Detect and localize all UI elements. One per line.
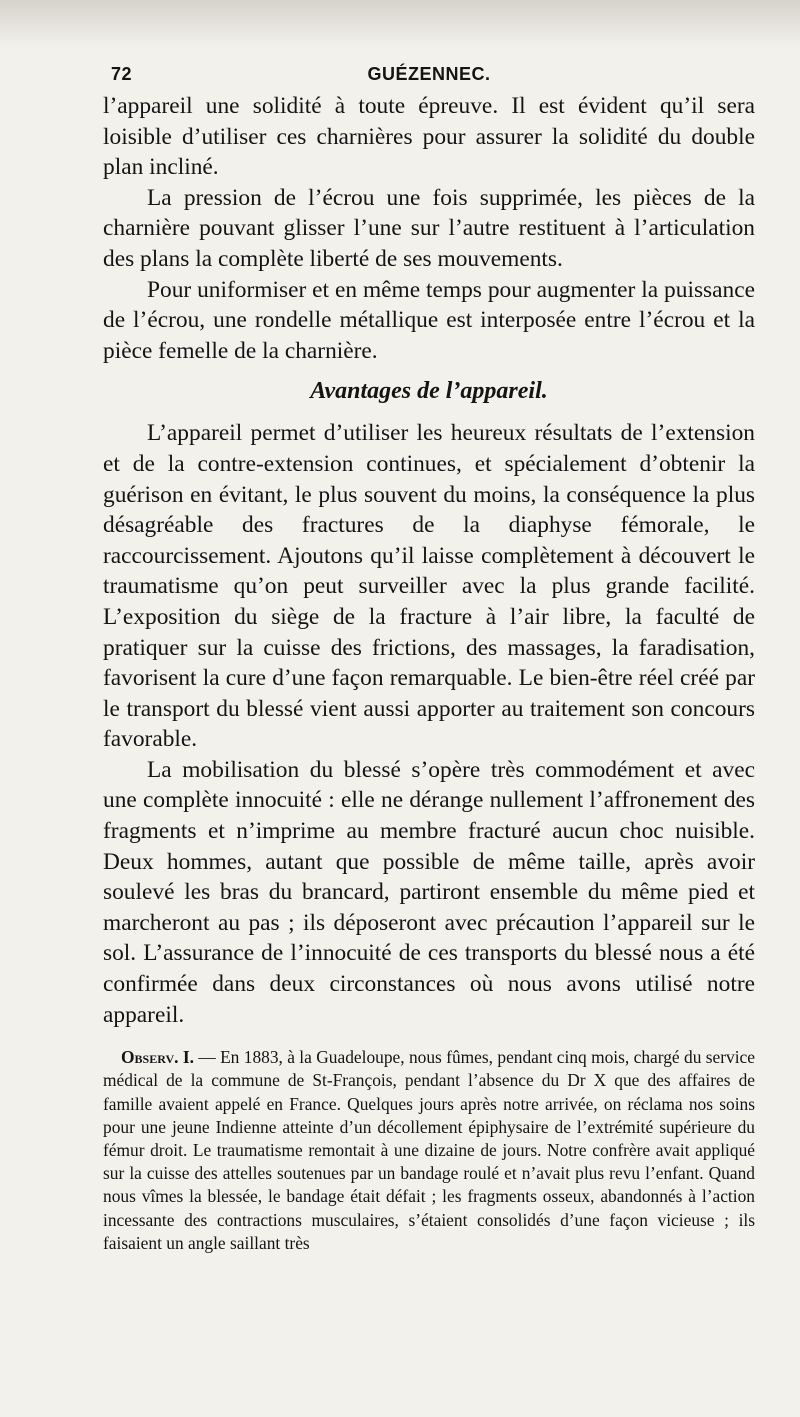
- observation-text: — En 1883, à la Guadeloupe, nous fûmes, pendant cinq mois, chargé du service médical de la commune de St-François, pendant l’absence du Dr X que des affaires de famille avaient appelé en France. Quelques jours après notre arrivée, on réclama nos soins pour une jeune Indienne atteinte d’un décollement épiphysaire de l’extrémité supérieure du fémur droit. Le traumatisme remontait à une dizaine de jours. Notre confrère avait appliqué sur la cuisse des attelles soutenues par un bandage roulé et n’avait plus revu l’enfant. Quand nous vîmes la blessée, le bandage était défait ; les fragments osseux, abandonnés à l’action incessante des contractions musculaires, s’étaient consolidés d’une façon vicieuse ; ils faisaient un angle saillant très: [103, 1047, 755, 1253]
- observation-note: [103, 1046, 755, 1255]
- page-number: 72: [111, 64, 133, 84]
- scan-edge-shadow: [0, 0, 800, 48]
- body-paragraph: La pression de l’écrou une fois supprimée, les pièces de la charnière pouvant glisser l’une sur l’autre restituent à l’articulation des plans la complète liberté de ses mouvements.: [103, 184, 755, 272]
- observation-label: Observ. I.: [121, 1047, 194, 1068]
- body-paragraph: l’appareil une solidité à toute épreuve. Il est évident qu’il sera loisible d’utiliser ces charnières pour assurer la solidité du double plan incliné.: [103, 93, 755, 181]
- section-paragraph: L’appareil permet d’utiliser les heureux résultats de l’extension et de la contre-extension continues, et spécialement d’obtenir la guérison en évitant, le plus souvent du moins, la conséquence la plus désagréable des fractures de la diaphyse fémorale, le raccourcissement. Ajoutons qu’il laisse complètement à découvert le traumatisme qu’on peut surveiller avec la plus grande facilité. L’exposition du siège de la fracture à l’air libre, la faculté de pratiquer sur la cuisse des frictions, des massages, la faradisation, favorisent la cure d’une façon remarquable. Le bien-être réel créé par le transport du blessé vient aussi apporter au traitement son concours favorable.: [103, 420, 755, 753]
- book-page: [103, 55, 755, 1255]
- section-heading: Avantages de l’appareil.: [310, 378, 548, 405]
- running-title: GUÉZENNEC.: [367, 64, 491, 84]
- running-head: [103, 55, 755, 91]
- body-paragraph: Pour uniformiser et en même temps pour augmenter la puissance de l’écrou, une rondelle métallique est interposée entre l’écrou et la pièce femelle de la charnière.: [103, 276, 755, 364]
- section-paragraph: La mobilisation du blessé s’opère très commodément et avec une complète innocuité : elle ne dérange nullement l’affronement des fragments et n’imprime au membre fracturé aucun choc nuisible. Deux hommes, autant que possible de même taille, après avoir soulevé les bras du brancard, partiront ensemble du même pied et marcheront au pas ; ils déposeront avec précaution l’appareil sur le sol. L’assurance de l’innocuité de ces transports du blessé nous a été confirmée dans deux circonstances où nous avons utilisé notre appareil.: [103, 756, 755, 1028]
